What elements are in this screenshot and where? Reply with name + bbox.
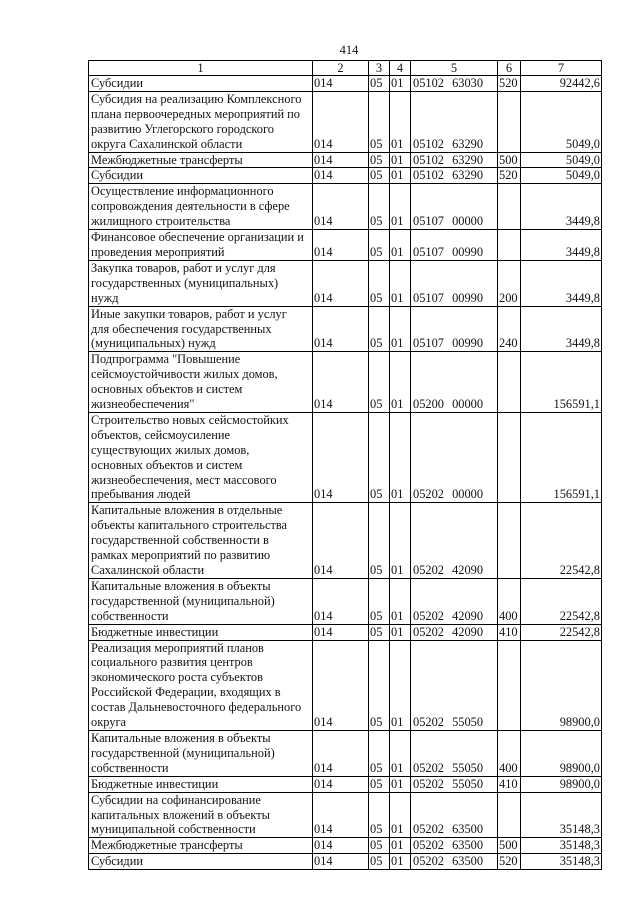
row-name-line: Межбюджетные трансферты	[91, 152, 243, 167]
row-name-cell	[89, 792, 313, 838]
col-3-cell: 05	[369, 640, 390, 730]
col-5-cell: 05102 63290	[411, 91, 498, 152]
col-3-cell: 05	[369, 503, 390, 579]
col-5-cell: 05202 55050	[411, 640, 498, 730]
col-7-cell: 92442,6	[521, 76, 602, 92]
table-row	[89, 168, 602, 184]
row-name-cell	[89, 184, 313, 230]
budget-table	[88, 60, 602, 870]
col-3-cell: 05	[369, 306, 390, 352]
col-3-cell: 05	[369, 352, 390, 413]
col-2-cell: 014	[313, 412, 369, 502]
col-7-cell: 22542,8	[521, 578, 602, 624]
row-name-cell	[89, 838, 313, 854]
col-3-cell: 05	[369, 838, 390, 854]
col-5-cell: 05107 00990	[411, 230, 498, 261]
col-5-cell: 05202 55050	[411, 776, 498, 792]
row-name-line: Субсидии	[91, 76, 143, 90]
col-4-cell: 01	[390, 260, 411, 306]
col-4-cell: 01	[390, 640, 411, 730]
table-header	[89, 61, 602, 76]
row-name-line: нужд	[91, 290, 119, 305]
row-name-cell	[89, 260, 313, 306]
col-6-cell: 410	[498, 776, 521, 792]
col-7-cell: 3449,8	[521, 184, 602, 230]
row-name-cell	[89, 352, 313, 413]
col-7-cell: 98900,0	[521, 640, 602, 730]
col-4-cell: 01	[390, 503, 411, 579]
table-row	[89, 91, 602, 152]
table-row	[89, 578, 602, 624]
header-col-2: 2	[313, 61, 369, 76]
col-7-cell: 5049,0	[521, 168, 602, 184]
row-name-cell	[89, 306, 313, 352]
row-name-line: Иные закупки товаров, работ и услуг	[91, 306, 287, 321]
col-3-cell: 05	[369, 91, 390, 152]
col-6-cell: 520	[498, 854, 521, 870]
row-name-line: государственной собственности в	[91, 533, 269, 548]
row-name-cell	[89, 412, 313, 502]
row-name-line: развитию Углегорского городского	[91, 121, 274, 136]
col-3-cell: 05	[369, 578, 390, 624]
table-row	[89, 230, 602, 261]
row-name-line: основных объектов и систем	[91, 382, 243, 397]
row-name-line: округа	[91, 715, 127, 730]
col-4-cell: 01	[390, 730, 411, 776]
col-4-cell: 01	[390, 624, 411, 640]
col-4-cell: 01	[390, 776, 411, 792]
table-row	[89, 640, 602, 730]
col-6-cell	[498, 91, 521, 152]
row-name-line: Реализация мероприятий планов	[91, 640, 264, 655]
col-5-cell: 05107 00990	[411, 260, 498, 306]
col-2-cell: 014	[313, 184, 369, 230]
col-2-cell: 014	[313, 624, 369, 640]
table-row	[89, 792, 602, 838]
col-2-cell: 014	[313, 352, 369, 413]
row-name-line: существующих жилых домов,	[91, 442, 250, 457]
col-5-cell: 05102 63030	[411, 76, 498, 92]
col-5-cell: 05102 63290	[411, 168, 498, 184]
col-6-cell: 520	[498, 76, 521, 92]
col-2-cell: 014	[313, 838, 369, 854]
col-7-cell: 22542,8	[521, 503, 602, 579]
row-name-line: Субсидии на софинансирование	[91, 792, 261, 807]
col-3-cell: 05	[369, 260, 390, 306]
col-5-cell: 05200 00000	[411, 352, 498, 413]
row-name-line: для обеспечения государственных	[91, 321, 272, 336]
header-col-6: 6	[498, 61, 521, 76]
table-row	[89, 76, 602, 92]
col-7-cell: 35148,3	[521, 854, 602, 870]
col-5-cell: 05202 42090	[411, 624, 498, 640]
row-name-line: Подпрограмма "Повышение	[91, 352, 241, 367]
header-col-3: 3	[369, 61, 390, 76]
table-row	[89, 624, 602, 640]
table-row	[89, 152, 602, 168]
row-name-line: жизнеобеспечения, мест массового	[91, 472, 277, 487]
col-2-cell: 014	[313, 91, 369, 152]
col-7-cell: 5049,0	[521, 152, 602, 168]
col-7-cell: 3449,8	[521, 260, 602, 306]
col-5-cell: 05202 55050	[411, 730, 498, 776]
table-row	[89, 503, 602, 579]
col-2-cell: 014	[313, 640, 369, 730]
row-name-cell	[89, 854, 313, 870]
col-6-cell: 500	[498, 838, 521, 854]
col-6-cell: 410	[498, 624, 521, 640]
col-6-cell: 520	[498, 168, 521, 184]
row-name-line: жилищного строительства	[91, 214, 231, 229]
col-7-cell: 156591,1	[521, 412, 602, 502]
row-name-line: Финансовое обеспечение организации и	[91, 230, 304, 245]
col-3-cell: 05	[369, 168, 390, 184]
table-row	[89, 854, 602, 870]
col-3-cell: 05	[369, 184, 390, 230]
col-6-cell	[498, 792, 521, 838]
row-name-line: экономического роста субъектов	[91, 670, 263, 685]
col-2-cell: 014	[313, 578, 369, 624]
col-6-cell: 240	[498, 306, 521, 352]
row-name-line: проведения мероприятий	[91, 244, 225, 259]
table-row	[89, 838, 602, 854]
col-5-cell: 05202 42090	[411, 578, 498, 624]
col-3-cell: 05	[369, 230, 390, 261]
table-row	[89, 184, 602, 230]
row-name-line: Субсидия на реализацию Комплексного	[91, 91, 302, 106]
col-3-cell: 05	[369, 76, 390, 92]
col-3-cell: 05	[369, 412, 390, 502]
row-name-line: пребывания людей	[91, 487, 191, 502]
row-name-line: объектов, сейсмоусиление	[91, 427, 231, 442]
row-name-line: собственности	[91, 760, 169, 775]
row-name-line: Капитальные вложения в отдельные	[91, 503, 283, 518]
col-4-cell: 01	[390, 792, 411, 838]
row-name-line: собственности	[91, 608, 169, 623]
row-name-line: Бюджетные инвестиции	[91, 776, 219, 791]
row-name-line: Российской Федерации, входящих в	[91, 685, 281, 700]
table-row	[89, 776, 602, 792]
col-3-cell: 05	[369, 624, 390, 640]
header-col-4: 4	[390, 61, 411, 76]
col-2-cell: 014	[313, 854, 369, 870]
row-name-line: состав Дальневосточного федерального	[91, 700, 302, 715]
col-5-cell: 05202 63500	[411, 854, 498, 870]
col-4-cell: 01	[390, 76, 411, 92]
col-4-cell: 01	[390, 230, 411, 261]
row-name-line: Субсидии	[91, 168, 143, 183]
row-name-cell	[89, 624, 313, 640]
col-7-cell: 3449,8	[521, 230, 602, 261]
table-row	[89, 730, 602, 776]
col-4-cell: 01	[390, 352, 411, 413]
row-name-cell	[89, 168, 313, 184]
col-2-cell: 014	[313, 306, 369, 352]
row-name-cell	[89, 776, 313, 792]
col-5-cell: 05202 00000	[411, 412, 498, 502]
table-row	[89, 260, 602, 306]
col-4-cell: 01	[390, 168, 411, 184]
row-name-line: объекты капитального строительства	[91, 518, 288, 533]
col-6-cell	[498, 503, 521, 579]
row-name-cell	[89, 230, 313, 261]
col-4-cell: 01	[390, 152, 411, 168]
row-name-cell	[89, 640, 313, 730]
row-name-line: Бюджетные инвестиции	[91, 624, 219, 639]
col-3-cell: 05	[369, 152, 390, 168]
table-body	[89, 76, 602, 870]
row-name-line: Сахалинской области	[91, 563, 205, 577]
col-2-cell: 014	[313, 792, 369, 838]
col-2-cell: 014	[313, 730, 369, 776]
row-name-line: Субсидии	[91, 854, 143, 869]
col-2-cell: 014	[313, 230, 369, 261]
header-col-7: 7	[521, 61, 602, 76]
table-row	[89, 412, 602, 502]
col-7-cell: 35148,3	[521, 792, 602, 838]
col-4-cell: 01	[390, 838, 411, 854]
col-5-cell: 05202 63500	[411, 792, 498, 838]
col-2-cell: 014	[313, 776, 369, 792]
table-row	[89, 306, 602, 352]
row-name-line: Осуществление информационного	[91, 184, 274, 199]
row-name-line: Закупка товаров, работ и услуг для	[91, 260, 276, 275]
col-3-cell: 05	[369, 730, 390, 776]
row-name-line: государственных (муниципальных)	[91, 275, 279, 290]
col-6-cell	[498, 230, 521, 261]
col-2-cell: 014	[313, 168, 369, 184]
col-6-cell	[498, 640, 521, 730]
col-7-cell: 156591,1	[521, 352, 602, 413]
row-name-line: плана первоочередных мероприятий по	[91, 106, 301, 121]
col-2-cell: 014	[313, 260, 369, 306]
row-name-cell	[89, 578, 313, 624]
col-4-cell: 01	[390, 412, 411, 502]
row-name-line: государственной (муниципальной)	[91, 745, 275, 760]
row-name-cell	[89, 76, 313, 92]
row-name-line: жизнеобеспечения"	[91, 397, 195, 412]
col-4-cell: 01	[390, 91, 411, 152]
row-name-line: основных объектов и систем	[91, 457, 243, 472]
row-name-line: Капитальные вложения в объекты	[91, 578, 271, 593]
col-5-cell: 05102 63290	[411, 152, 498, 168]
col-4-cell: 01	[390, 578, 411, 624]
col-4-cell: 01	[390, 184, 411, 230]
col-6-cell: 200	[498, 260, 521, 306]
row-name-line: социального развития центров	[91, 655, 253, 670]
col-6-cell	[498, 352, 521, 413]
col-6-cell	[498, 184, 521, 230]
col-7-cell: 98900,0	[521, 730, 602, 776]
row-name-line: (муниципальных) нужд	[91, 336, 216, 351]
col-3-cell: 05	[369, 792, 390, 838]
header-col-1: 1	[89, 61, 313, 76]
col-7-cell: 98900,0	[521, 776, 602, 792]
row-name-line: округа Сахалинской области	[91, 136, 243, 151]
col-3-cell: 05	[369, 854, 390, 870]
col-4-cell: 01	[390, 854, 411, 870]
col-7-cell: 5049,0	[521, 91, 602, 152]
row-name-cell	[89, 91, 313, 152]
row-name-line: муниципальной собственности	[91, 822, 256, 837]
col-6-cell	[498, 412, 521, 502]
col-5-cell: 05202 42090	[411, 503, 498, 579]
header-row	[89, 61, 602, 76]
page-number: 414	[339, 43, 359, 57]
row-name-line: Строительство новых сейсмостойких	[91, 412, 289, 427]
col-6-cell: 400	[498, 730, 521, 776]
col-7-cell: 3449,8	[521, 306, 602, 352]
col-5-cell: 05202 63500	[411, 838, 498, 854]
col-2-cell: 014	[313, 503, 369, 579]
header-col-5: 5	[411, 61, 498, 76]
col-6-cell: 400	[498, 578, 521, 624]
row-name-line: сейсмоустойчивости жилых домов,	[91, 367, 278, 382]
col-6-cell: 500	[498, 152, 521, 168]
row-name-line: государственной (муниципальной)	[91, 593, 275, 608]
row-name-line: сопровождения деятельности в сфере	[91, 199, 290, 214]
col-5-cell: 05107 00000	[411, 184, 498, 230]
col-2-cell: 014	[313, 152, 369, 168]
row-name-cell	[89, 503, 313, 579]
row-name-line: капитальных вложений в объекты	[91, 807, 270, 822]
col-5-cell: 05107 00990	[411, 306, 498, 352]
table-row	[89, 352, 602, 413]
row-name-cell	[89, 152, 313, 168]
col-7-cell: 22542,8	[521, 624, 602, 640]
row-name-line: Капитальные вложения в объекты	[91, 730, 271, 745]
row-name-cell	[89, 730, 313, 776]
row-name-line: Межбюджетные трансферты	[91, 838, 243, 853]
col-4-cell: 01	[390, 306, 411, 352]
row-name-line: рамках мероприятий по развитию	[91, 548, 271, 563]
col-7-cell: 35148,3	[521, 838, 602, 854]
col-3-cell: 05	[369, 776, 390, 792]
col-2-cell: 014	[313, 76, 369, 92]
